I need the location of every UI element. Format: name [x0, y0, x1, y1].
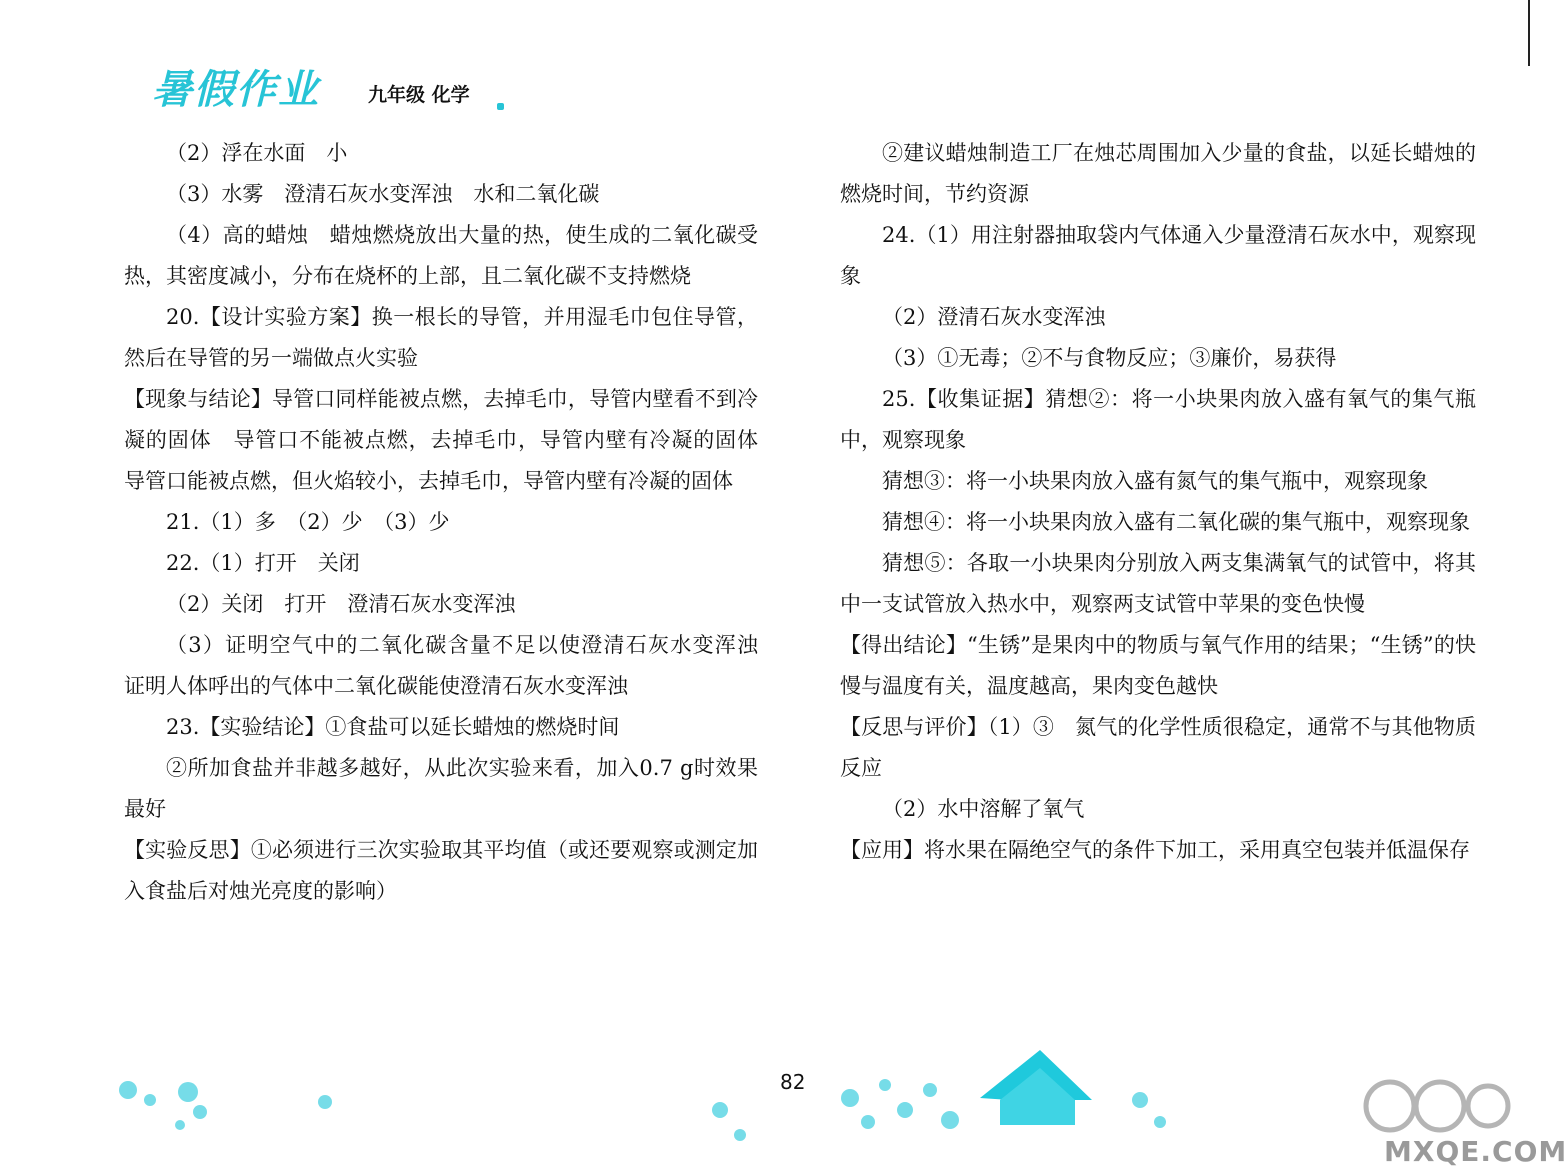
answer-paragraph: ②所加食盐并非越多越好，从此次实验来看，加入0.7 g时效果最好	[124, 756, 758, 821]
book-subtitle: 九年级 化学	[368, 84, 470, 106]
answer-paragraph: 【得出结论】“生锈”是果肉中的物质与氧气作用的结果；“生锈”的快慢与温度有关，温度越高，果肉变色越快	[840, 633, 1476, 698]
left-answer-column	[124, 133, 779, 912]
right-answer-column	[840, 133, 1476, 871]
answer-paragraph: 猜想⑤：各取一小块果肉分别放入两支集满氧气的试管中，将其中一支试管放入热水中，观察两支试管中苹果的变色快慢	[840, 551, 1476, 616]
watermark-logo-icon	[1360, 1078, 1510, 1138]
answer-paragraph: 【反思与评价】（1）③ 氮气的化学性质很稳定，通常不与其他物质反应	[840, 715, 1476, 780]
answer-paragraph: 猜想④：将一小块果肉放入盛有二氧化碳的集气瓶中，观察现象	[882, 510, 1470, 534]
answer-paragraph: （2）浮在水面 小	[166, 141, 348, 165]
answer-paragraph: 20.【设计实验方案】换一根长的导管，并用湿毛巾包住导管，然后在导管的另一端做点火实验	[124, 305, 758, 370]
snowflake-house-decoration-icon	[0, 1040, 1360, 1171]
answer-paragraph: （3）证明空气中的二氧化碳含量不足以使澄清石灰水变浑浊 证明人体呼出的气体中二氧化碳能使澄清石灰水变浑浊	[124, 633, 779, 698]
answer-paragraph: 【应用】将水果在隔绝空气的条件下加工，采用真空包装并低温保存	[840, 838, 1470, 862]
answer-paragraph: 猜想③：将一小块果肉放入盛有氮气的集气瓶中，观察现象	[882, 469, 1428, 493]
answer-paragraph: 21.（1）多 （2）少 （3）少	[166, 510, 450, 534]
answer-paragraph: （3）①无毒；②不与食物反应；③廉价，易获得	[882, 346, 1337, 370]
answer-paragraph: 【现象与结论】导管口同样能被点燃，去掉毛巾，导管内壁看不到冷凝的固体 导管口不能被点燃，去掉毛巾，导管内壁有冷凝的固体 导管口能被点燃，但火焰较小，去掉毛巾，导管内壁有冷凝的固体	[124, 387, 779, 493]
page-number: 82	[780, 1070, 806, 1094]
page-edge-line	[1528, 0, 1530, 66]
decorative-dot	[497, 103, 504, 110]
book-title: 暑假作业	[152, 67, 320, 113]
answer-paragraph: 【实验反思】①必须进行三次实验取其平均值（或还要观察或测定加入食盐后对烛光亮度的影响）	[124, 838, 758, 903]
answer-paragraph: 24.（1）用注射器抽取袋内气体通入少量澄清石灰水中，观察现象	[840, 223, 1476, 288]
watermark-url: MXQE.COM	[1384, 1135, 1567, 1168]
answer-paragraph: ②建议蜡烛制造工厂在烛芯周围加入少量的食盐，以延长蜡烛的燃烧时间，节约资源	[840, 141, 1476, 206]
answer-paragraph: 23.【实验结论】①食盐可以延长蜡烛的燃烧时间	[166, 715, 620, 739]
answer-paragraph: 25.【收集证据】猜想②：将一小块果肉放入盛有氧气的集气瓶中，观察现象	[840, 387, 1476, 452]
answer-paragraph: 22.（1）打开 关闭	[166, 551, 360, 575]
answer-paragraph: （2）澄清石灰水变浑浊	[882, 305, 1106, 329]
answer-paragraph: （2）关闭 打开 澄清石灰水变浑浊	[166, 592, 516, 616]
answer-paragraph: （2）水中溶解了氧气	[882, 797, 1085, 821]
answer-paragraph: （3）水雾 澄清石灰水变浑浊 水和二氧化碳	[166, 182, 600, 206]
answer-paragraph: （4）高的蜡烛 蜡烛燃烧放出大量的热，使生成的二氧化碳受热，其密度减小，分布在烧杯的上部，且二氧化碳不支持燃烧	[124, 223, 758, 288]
